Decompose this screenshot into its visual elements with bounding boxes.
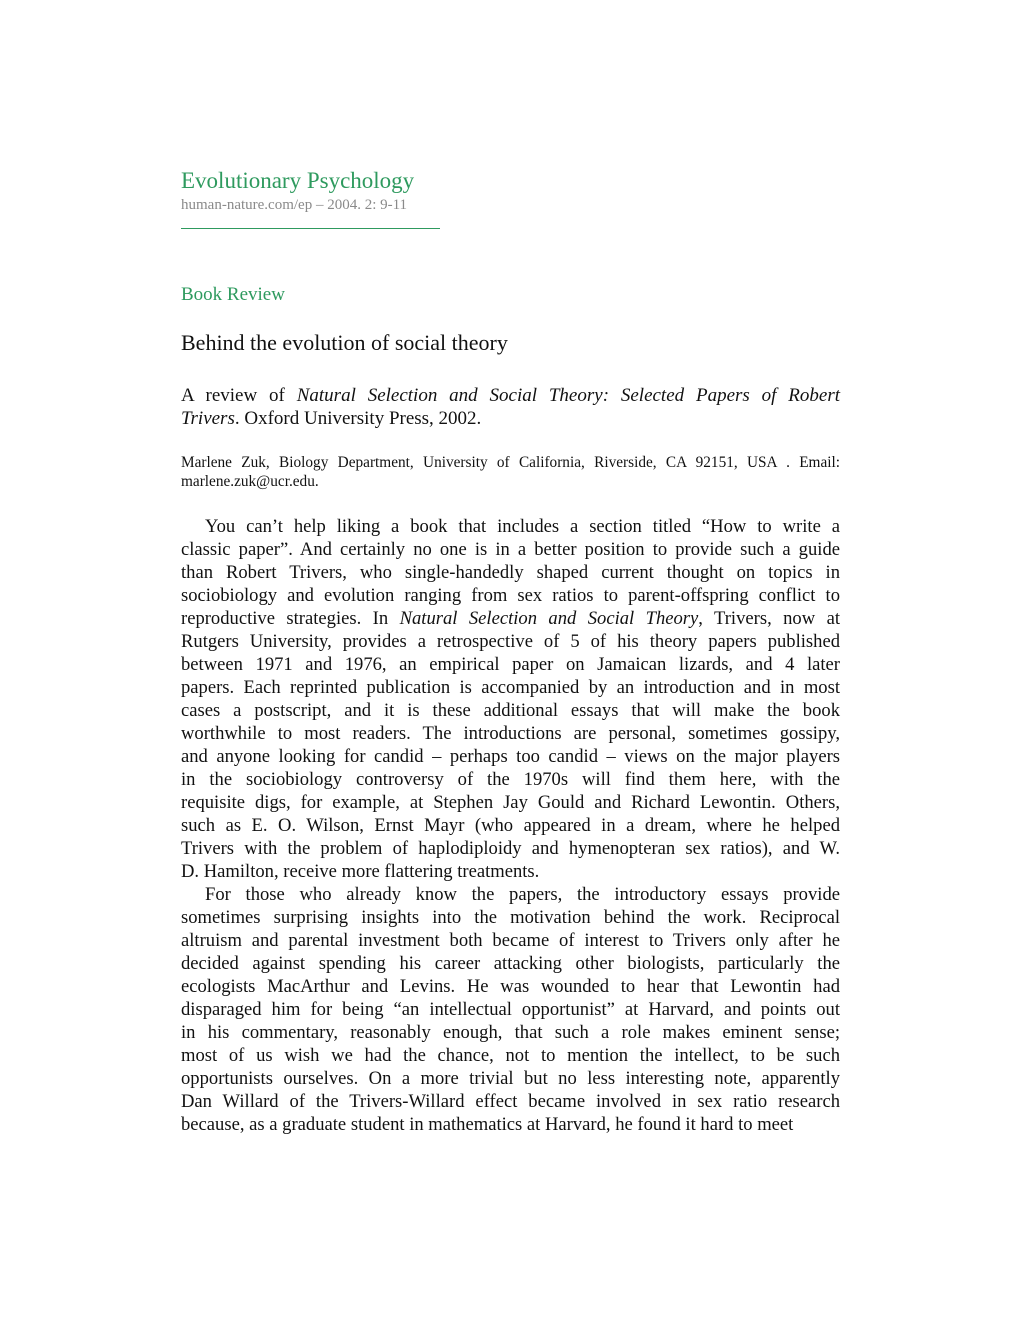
text-line bbox=[181, 768, 840, 791]
text-segment: You can’t help liking a book that includes a section titled “How to write a bbox=[205, 516, 840, 537]
text-line bbox=[181, 745, 840, 768]
text-line bbox=[181, 561, 840, 584]
text-segment: such as E. O. Wilson, Ernst Mayr (who appeared in a dream, where he helped bbox=[181, 815, 840, 836]
text-line bbox=[181, 653, 840, 676]
text-segment: in the sociobiology controversy of the 1970s will find them here, with the bbox=[181, 769, 840, 790]
journal-title: Evolutionary Psychology bbox=[181, 168, 415, 193]
text-segment: D. Hamilton, receive more flattering treatments. bbox=[181, 861, 540, 882]
text-line bbox=[181, 1021, 840, 1044]
text-line bbox=[181, 453, 840, 472]
text-line bbox=[181, 407, 840, 430]
text-line bbox=[181, 883, 840, 906]
text-line bbox=[181, 1067, 840, 1090]
text-segment: most of us wish we had the chance, not to mention the intellect, to be such bbox=[181, 1045, 840, 1066]
text-line bbox=[181, 538, 840, 561]
text-segment: Trivers with the problem of haplodiploidy and hymenopteran sex ratios), and W. bbox=[181, 838, 840, 859]
article-body bbox=[181, 515, 840, 1136]
text-segment: worthwhile to most readers. The introductions are personal, sometimes gossipy, bbox=[181, 723, 840, 744]
text-segment: sometimes surprising insights into the motivation behind the work. Reciprocal bbox=[181, 907, 840, 928]
text-segment: classic paper”. And certainly no one is in a better position to provide such a guide bbox=[181, 539, 840, 560]
text-segment: . Oxford University Press, 2002. bbox=[234, 408, 482, 429]
author-affiliation bbox=[181, 453, 840, 491]
text-line bbox=[181, 515, 840, 538]
text-line bbox=[181, 676, 840, 699]
text-line bbox=[181, 860, 840, 883]
article-title: Behind the evolution of social theory bbox=[181, 330, 508, 355]
text-line bbox=[181, 1113, 840, 1136]
paragraph bbox=[181, 883, 840, 1136]
text-line bbox=[181, 630, 840, 653]
text-line bbox=[181, 384, 840, 407]
header-divider bbox=[181, 228, 440, 229]
text-segment: in his commentary, reasonably enough, that such a role makes eminent sense; bbox=[181, 1022, 840, 1043]
text-segment: Dan Willard of the Trivers-Willard effect became involved in sex ratio research bbox=[181, 1091, 840, 1112]
text-line bbox=[181, 1090, 840, 1113]
text-segment: Rutgers University, provides a retrospective of 5 of his theory papers published bbox=[181, 631, 840, 652]
italic-text: Trivers bbox=[181, 408, 235, 429]
text-segment: marlene.zuk@ucr.edu. bbox=[181, 473, 319, 490]
text-line bbox=[181, 837, 840, 860]
text-line bbox=[181, 1044, 840, 1067]
text-segment: and anyone looking for candid – perhaps too candid – views on the major players bbox=[181, 746, 840, 767]
text-segment: disparaged him for being “an intellectual opportunist” at Harvard, and points out bbox=[181, 999, 840, 1020]
text-line bbox=[181, 584, 840, 607]
text-line bbox=[181, 791, 840, 814]
text-segment: cases a postscript, and it is these additional essays that will make the book bbox=[181, 700, 840, 721]
paragraph bbox=[181, 515, 840, 883]
text-line bbox=[181, 722, 840, 745]
text-line bbox=[181, 998, 840, 1021]
text-line bbox=[181, 906, 840, 929]
journal-citation: human-nature.com/ep – 2004. 2: 9-11 bbox=[181, 197, 408, 213]
italic-text: Natural Selection and Social Theory: Selected Papers of Robert bbox=[296, 385, 840, 406]
text-line bbox=[181, 975, 840, 998]
text-segment: altruism and parental investment both became of interest to Trivers only after he bbox=[181, 930, 840, 951]
text-line bbox=[181, 929, 840, 952]
text-line bbox=[181, 472, 840, 491]
text-segment: , Trivers, now at bbox=[698, 608, 840, 629]
text-segment: requisite digs, for example, at Stephen Jay Gould and Richard Lewontin. Others, bbox=[181, 792, 840, 813]
text-segment: Marlene Zuk, Biology Department, University of California, Riverside, CA 92151, USA . Email: bbox=[181, 454, 840, 471]
text-segment: opportunists ourselves. On a more trivial but no less interesting note, apparently bbox=[181, 1068, 840, 1089]
text-segment: papers. Each reprinted publication is accompanied by an introduction and in most bbox=[181, 677, 840, 698]
text-segment: ecologists MacArthur and Levins. He was wounded to hear that Lewontin had bbox=[181, 976, 840, 997]
text-line bbox=[181, 814, 840, 837]
italic-text: Natural Selection and Social Theory bbox=[399, 608, 699, 629]
text-segment: decided against spending his career attacking other biologists, particularly the bbox=[181, 953, 840, 974]
text-line bbox=[181, 952, 840, 975]
text-segment: For those who already know the papers, the introductory essays provide bbox=[205, 884, 840, 905]
text-segment: A review of bbox=[181, 385, 297, 406]
text-segment: reproductive strategies. In bbox=[181, 608, 400, 629]
text-segment: than Robert Trivers, who single-handedly shaped current thought on topics in bbox=[181, 562, 840, 583]
text-segment: sociobiology and evolution ranging from sex ratios to parent-offspring conflict to bbox=[181, 585, 840, 606]
section-label: Book Review bbox=[181, 284, 285, 305]
review-reference bbox=[181, 384, 840, 430]
text-line bbox=[181, 699, 840, 722]
text-segment: because, as a graduate student in mathematics at Harvard, he found it hard to meet bbox=[181, 1114, 794, 1135]
text-line bbox=[181, 607, 840, 630]
text-segment: between 1971 and 1976, an empirical paper on Jamaican lizards, and 4 later bbox=[181, 654, 840, 675]
